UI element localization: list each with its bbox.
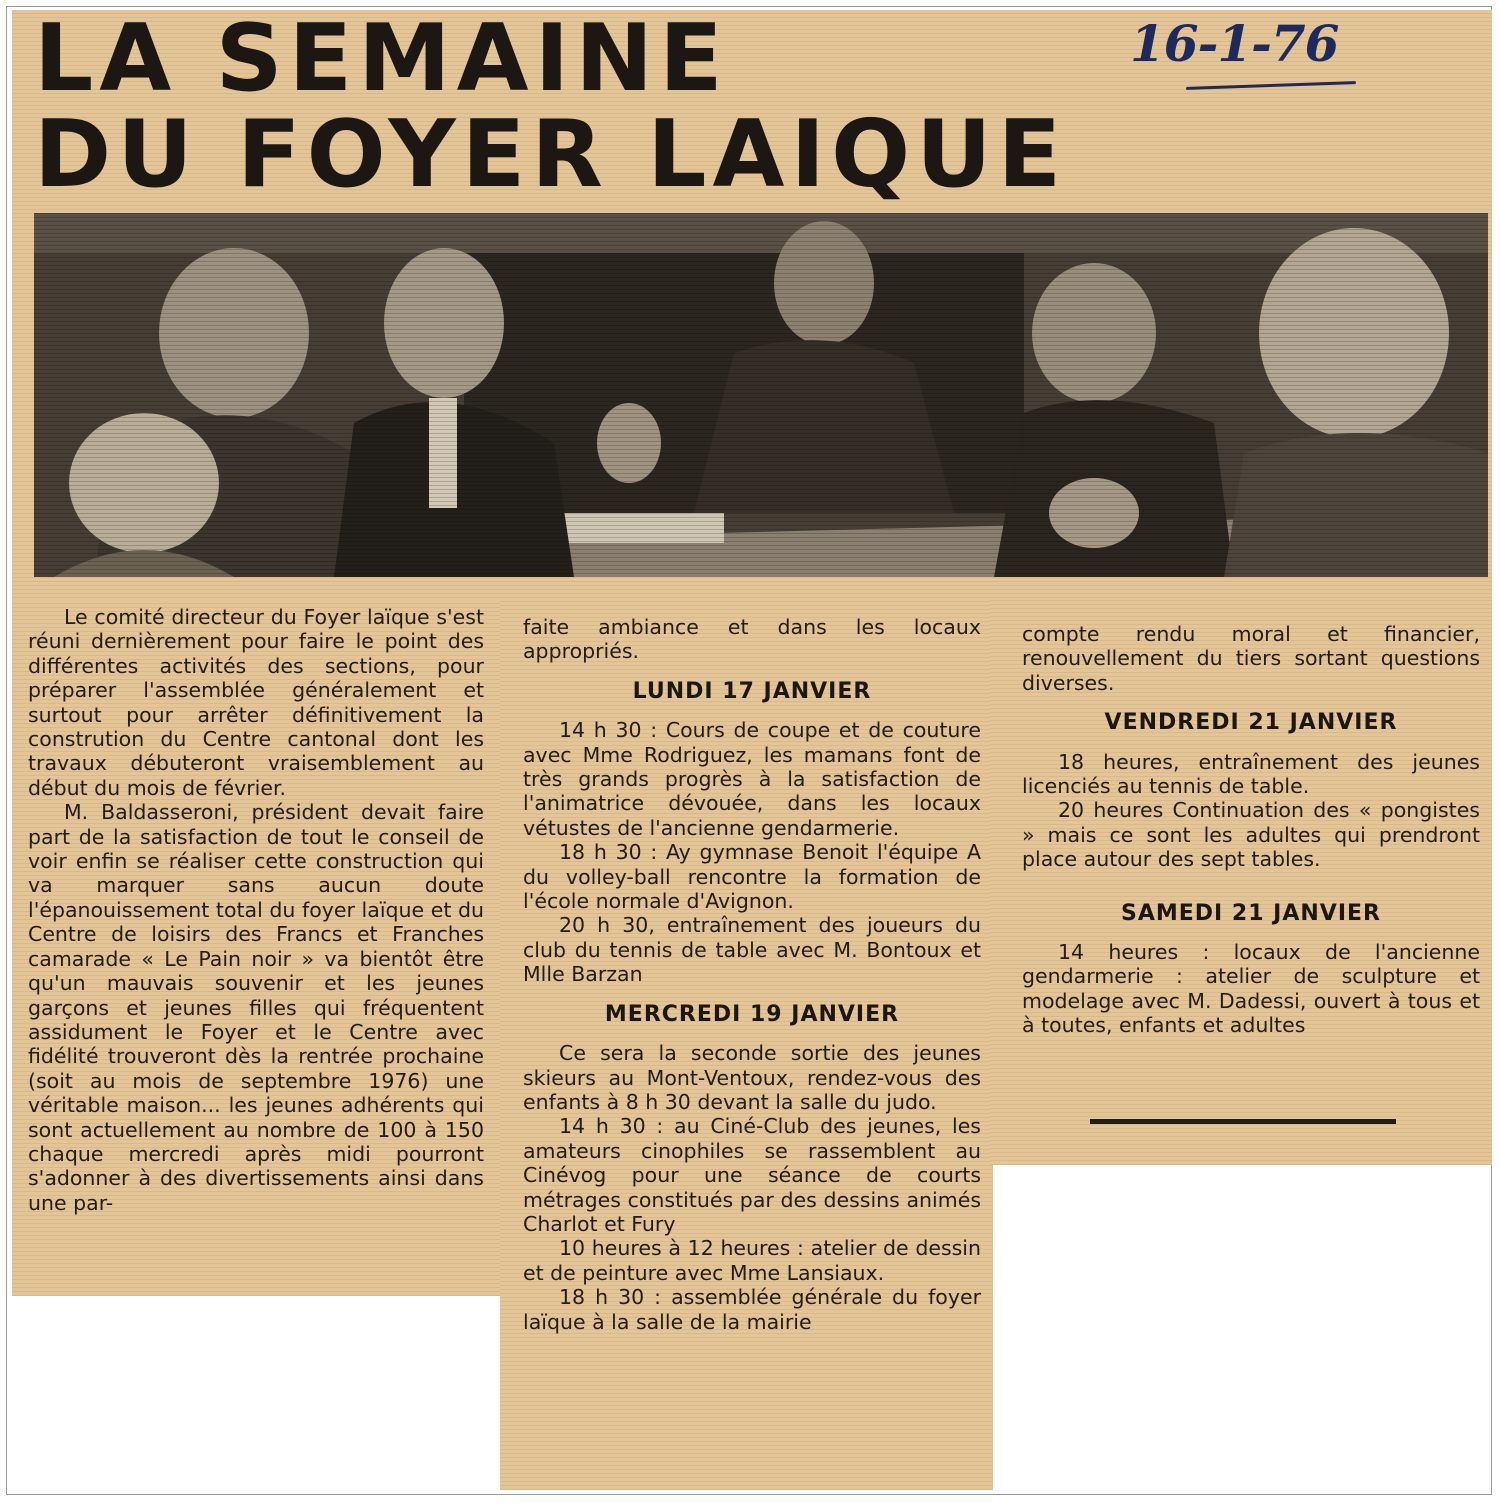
vendredi-item-2: 20 heures Continuation des « pongistes » mais ce sont les adultes qui prendront place autour des sept tables. [1022,798,1480,872]
president-paragraph: M. Baldasseroni, président devait faire part de la satisfaction de tout le conseil de voir enfin se réaliser cette construction qui va marquer sans aucun doute l'épanouissement total du foyer laïque et du Centre de loisirs des Francs et Franches camarade « Le Pain noir » va bientôt être qu'un mauvais souvenir et les jeunes garçons et jeunes filles qui fréquentent assidument le Foyer et le Centre avec fidélité trouveront dès la rentrée prochaine (soit au mois de septembre 1976) une véritable maison... les jeunes adhérents qui sont actuellement au nombre de 100 à 150 chaque mercredi après midi pourront s'adonner à des divertissements ainsi dans une par- [28,800,484,1215]
heading-vendredi: VENDREDI 21 JANVIER [1104,710,1398,736]
handwritten-date: 16-1-76 [1130,14,1339,73]
end-rule [1090,1119,1396,1124]
mercredi-item-2: 14 h 30 : au Ciné-Club des jeunes, les amateurs cinophiles se rassemblent au Cinévog pour une séance de courts métrages constitués par des dessins animés Charlot et Fury [523,1114,981,1236]
heading-samedi: SAMEDI 21 JANVIER [1121,900,1381,926]
headline [34,4,1068,208]
column-3-continuation: compte rendu moral et financier, renouvellement du tiers sortant questions diverses. [1022,622,1480,695]
newspaper-photo [34,213,1488,577]
headline-line-1: LA SEMAINE [34,4,729,112]
mercredi-item-4: 18 h 30 : assemblée générale du foyer laïque à la salle de la mairie [523,1285,981,1334]
intro-paragraph: Le comité directeur du Foyer laïque s'est réuni dernièrement pour faire le point des différentes activités des sections, pour préparer l'assemblée généralement et surtout pour arrêter définitivement la constrution du Centre cantonal dont les travaux débuteront vraisemblement au début du mois de février. [28,605,484,800]
heading-lundi: LUNDI 17 JANVIER [632,678,872,704]
headline-line-2: DU FOYER LAIQUE [34,100,1068,208]
mercredi-item-1: Ce sera la seconde sortie des jeunes skieurs au Mont-Ventoux, rendez-vous des enfants à 8 h 30 devant la salle du judo. [523,1041,981,1114]
column-2-continuation: faite ambiance et dans les locaux appropriés. [523,615,981,664]
article-column-1 [28,605,484,1215]
heading-mercredi: MERCREDI 19 JANVIER [604,1001,900,1027]
vendredi-item-1: 18 heures, entraînement des jeunes licenciés au tennis de table. [1022,749,1480,799]
mercredi-item-3: 10 heures à 12 heures : atelier de dessin et de peinture avec Mme Lansiaux. [523,1236,981,1285]
article-column-2 [523,615,981,1334]
photo-illustration [34,213,1488,577]
samedi-item-1: 14 heures : locaux de l'ancienne gendarmerie : atelier de sculpture et modelage avec M. Dadessi, ouvert à tous et à toutes, enfants et adultes [1022,940,1480,1038]
lundi-item-3: 20 h 30, entraînement des joueurs du club du tennis de table avec M. Bontoux et Mlle Barzan [523,913,981,987]
lundi-item-1: 14 h 30 : Cours de coupe et de couture avec Mme Rodriguez, les mamans font de très grands progrès à la satisfaction de l'animatrice dévouée, dans les locaux vétustes de l'ancienne gendarmerie. [523,718,981,840]
article-column-3 [1022,622,1480,1038]
lundi-item-2: 18 h 30 : Ay gymnase Benoit l'équipe A du volley-ball rencontre la formation de l'école normale d'Avignon. [523,840,981,914]
